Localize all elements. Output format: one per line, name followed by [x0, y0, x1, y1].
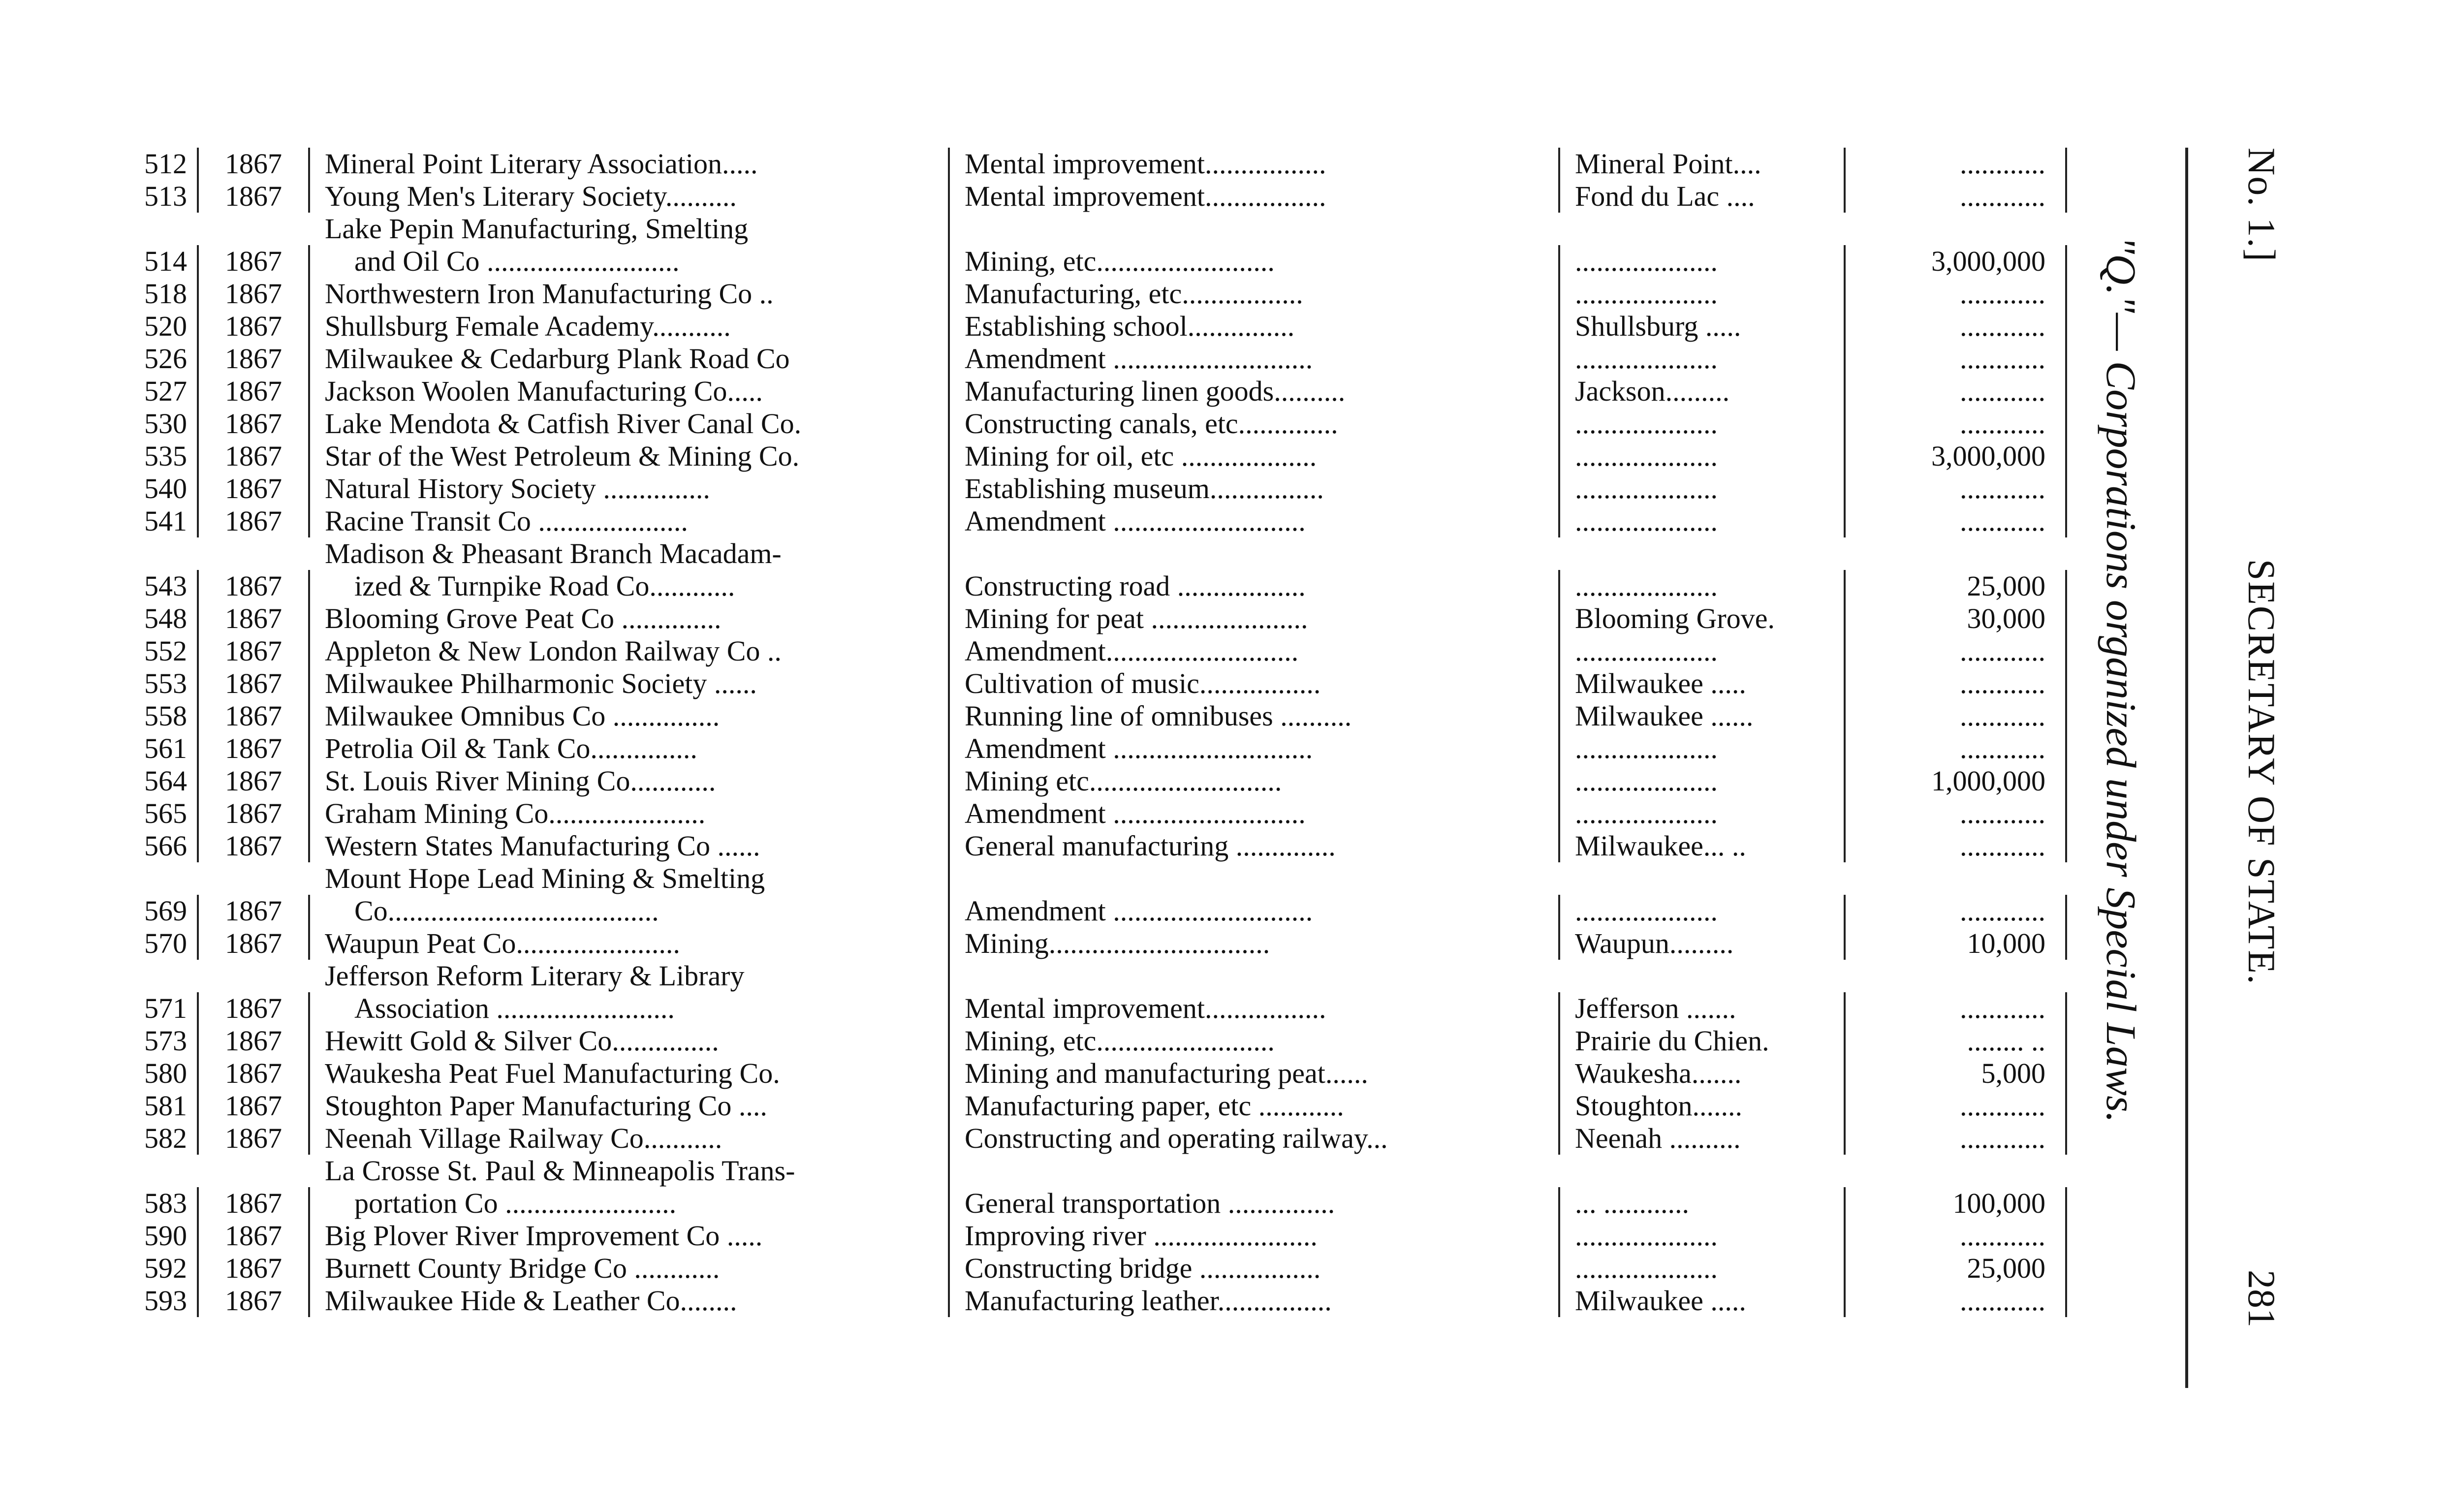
corporation-name: Star of the West Petroleum & Mining Co. — [310, 440, 950, 472]
corporation-purpose: Running line of omnibuses .......... — [950, 700, 1560, 732]
record-year: 1867 — [197, 1252, 310, 1285]
record-number: 590 — [144, 1220, 187, 1252]
corporation-location: .................... — [1560, 570, 1846, 602]
record-number: 514 — [144, 245, 187, 277]
corporation-name-line2: portation Co ........................ — [354, 1187, 677, 1219]
record-number: 581 — [144, 1090, 187, 1122]
record-number: 561 — [144, 732, 187, 764]
corporation-location: Milwaukee... .. — [1560, 830, 1846, 862]
table-row — [123, 1122, 2092, 1155]
page-number: 281 — [2240, 1270, 2283, 1327]
corporation-location: .................... — [1560, 472, 1846, 505]
corporation-name: Lake Mendota & Catfish River Canal Co. — [310, 408, 950, 440]
running-head — [2239, 148, 2284, 985]
running-head-title: SECRETARY OF STATE. — [2240, 559, 2283, 985]
corporation-purpose: Establishing museum................ — [950, 472, 1560, 505]
record-number: 566 — [144, 830, 187, 862]
record-number: 552 — [144, 635, 187, 667]
table-row — [123, 635, 2092, 667]
corporation-name-line2: Co...................................... — [354, 895, 659, 927]
corporation-location: Stoughton....... — [1560, 1090, 1846, 1122]
corporation-location: Waupun......... — [1560, 927, 1846, 960]
record-year: 1867 — [197, 245, 310, 278]
record-number: 553 — [144, 667, 187, 699]
corporation-name: Hewitt Gold & Silver Co............... — [310, 1025, 950, 1057]
corporation-capital: 5,000 — [1846, 1057, 2067, 1090]
table-row — [123, 408, 2092, 440]
table-row — [123, 700, 2092, 732]
corporation-purpose: Mining for oil, etc ................... — [950, 440, 1560, 472]
corporation-capital: 1,000,000 — [1846, 765, 2067, 797]
corporation-name: Waukesha Peat Fuel Manufacturing Co. — [310, 1057, 950, 1090]
table-row — [123, 213, 2092, 278]
corporation-capital: ............ — [1846, 732, 2067, 765]
corporation-purpose: General manufacturing .............. — [950, 830, 1560, 862]
corporation-location: .................... — [1560, 895, 1846, 927]
corporation-capital: ............ — [1846, 1122, 2067, 1155]
corporation-purpose: Mining and manufacturing peat...... — [950, 1057, 1560, 1090]
corporation-location: Shullsburg ..... — [1560, 310, 1846, 343]
record-year: 1867 — [197, 570, 310, 602]
corporation-purpose: Amendment ............................ — [950, 732, 1560, 765]
corporation-name: Racine Transit Co ..................... — [310, 505, 950, 537]
corporation-name: Milwaukee Omnibus Co ............... — [310, 700, 950, 732]
corporation-purpose: Amendment ........................... — [950, 505, 1560, 537]
table-row — [123, 1057, 2092, 1090]
record-number: 569 — [144, 895, 187, 927]
corporation-capital: ........ .. — [1846, 1025, 2067, 1057]
corporation-capital: 3,000,000 — [1846, 440, 2067, 472]
corporation-name-line2: ized & Turnpike Road Co............ — [354, 570, 735, 602]
record-number: 565 — [144, 797, 187, 829]
corporation-purpose: Manufacturing leather................ — [950, 1285, 1560, 1317]
record-year: 1867 — [197, 1285, 310, 1317]
corporation-capital: ............ — [1846, 797, 2067, 830]
table-row — [123, 375, 2092, 408]
corporation-name: Neenah Village Railway Co........... — [310, 1122, 950, 1155]
record-year: 1867 — [197, 830, 310, 862]
corporation-location: .................... — [1560, 440, 1846, 472]
corporation-name: Blooming Grove Peat Co .............. — [310, 602, 950, 635]
corporation-capital: ............ — [1846, 180, 2067, 213]
corporation-purpose: Constructing canals, etc.............. — [950, 408, 1560, 440]
record-number: 513 — [144, 180, 187, 212]
table-row — [123, 862, 2092, 927]
corporation-location: Mineral Point.... — [1560, 148, 1846, 180]
corporation-purpose: Establishing school............... — [950, 310, 1560, 343]
corporation-purpose: Mining, etc......................... — [950, 245, 1560, 278]
corporations-table — [123, 148, 2092, 1317]
table-row — [123, 960, 2092, 1025]
corporation-capital: ............ — [1846, 895, 2067, 927]
record-year: 1867 — [197, 1057, 310, 1090]
table-row — [123, 602, 2092, 635]
corporation-purpose: Constructing bridge ................. — [950, 1252, 1560, 1285]
corporation-name: Appleton & New London Railway Co .. — [310, 635, 950, 667]
corporation-capital: 10,000 — [1846, 927, 2067, 960]
corporation-purpose: Amendment........................... — [950, 635, 1560, 667]
corporation-capital: 25,000 — [1846, 570, 2067, 602]
record-year: 1867 — [197, 635, 310, 667]
corporation-location: Jefferson ....... — [1560, 992, 1846, 1025]
corporation-name-line2: and Oil Co ........................... — [354, 245, 680, 277]
corporation-purpose: General transportation ............... — [950, 1187, 1560, 1220]
record-year: 1867 — [197, 602, 310, 635]
table-row — [123, 278, 2092, 310]
corporation-purpose: Mining etc........................... — [950, 765, 1560, 797]
corporation-location: .................... — [1560, 408, 1846, 440]
corporation-purpose: Cultivation of music................. — [950, 667, 1560, 700]
corporation-location: Neenah .......... — [1560, 1122, 1846, 1155]
corporation-name: Burnett County Bridge Co ............ — [310, 1252, 950, 1285]
record-number: 512 — [144, 148, 187, 180]
corporation-name-line2: Association ......................... — [354, 992, 675, 1024]
record-year: 1867 — [197, 310, 310, 343]
corporation-purpose: Mining, etc......................... — [950, 1025, 1560, 1057]
corporation-name — [310, 862, 950, 927]
table-row — [123, 1090, 2092, 1122]
corporation-capital: 3,000,000 — [1846, 245, 2067, 278]
record-year: 1867 — [197, 667, 310, 700]
section-title: "Q."— Corporations organized under Special Laws. — [2098, 236, 2145, 1123]
corporation-name: Big Plover River Improvement Co ..... — [310, 1220, 950, 1252]
table-row — [123, 440, 2092, 472]
table-row — [123, 927, 2092, 960]
record-number: 580 — [144, 1057, 187, 1089]
corporation-location: Prairie du Chien. — [1560, 1025, 1846, 1057]
table-row — [123, 180, 2092, 213]
corporation-capital: ............ — [1846, 148, 2067, 180]
record-year: 1867 — [197, 765, 310, 797]
corporation-name: Milwaukee Philharmonic Society ...... — [310, 667, 950, 700]
table-row — [123, 1025, 2092, 1057]
corporation-location: .................... — [1560, 765, 1846, 797]
record-year: 1867 — [197, 1090, 310, 1122]
record-number: 582 — [144, 1122, 187, 1154]
table-row — [123, 732, 2092, 765]
table-row — [123, 310, 2092, 343]
corporation-purpose: Constructing road .................. — [950, 570, 1560, 602]
corporation-capital: 30,000 — [1846, 602, 2067, 635]
corporation-capital: ............ — [1846, 635, 2067, 667]
corporation-capital: ............ — [1846, 408, 2067, 440]
corporation-purpose: Constructing and operating railway... — [950, 1122, 1560, 1155]
record-number: 548 — [144, 602, 187, 634]
record-year: 1867 — [197, 797, 310, 830]
corporation-name — [310, 1155, 950, 1220]
corporation-name-line1: La Crosse St. Paul & Minneapolis Trans- — [325, 1155, 795, 1187]
corporation-purpose: Amendment ............................ — [950, 895, 1560, 927]
table-row — [123, 667, 2092, 700]
record-year: 1867 — [197, 992, 310, 1025]
corporation-capital: ............ — [1846, 375, 2067, 408]
record-year: 1867 — [197, 278, 310, 310]
corporation-capital: 100,000 — [1846, 1187, 2067, 1220]
record-year: 1867 — [197, 148, 310, 180]
table-row — [123, 472, 2092, 505]
corporation-location: .................... — [1560, 245, 1846, 278]
record-number: 583 — [144, 1187, 187, 1219]
record-year: 1867 — [197, 1187, 310, 1220]
record-number: 526 — [144, 343, 187, 375]
record-year: 1867 — [197, 375, 310, 408]
corporation-capital: ............ — [1846, 830, 2067, 862]
record-year: 1867 — [197, 505, 310, 537]
corporation-name: Shullsburg Female Academy........... — [310, 310, 950, 343]
corporation-purpose: Manufacturing, etc................. — [950, 278, 1560, 310]
corporation-name-line1: Jefferson Reform Literary & Library — [325, 960, 745, 992]
record-year: 1867 — [197, 927, 310, 960]
record-number: 535 — [144, 440, 187, 472]
table-row — [123, 830, 2092, 862]
corporation-name-line1: Lake Pepin Manufacturing, Smelting — [325, 213, 749, 245]
corporation-name — [310, 213, 950, 278]
record-year: 1867 — [197, 408, 310, 440]
table-row — [123, 148, 2092, 180]
corporation-purpose: Amendment ............................ — [950, 343, 1560, 375]
record-year: 1867 — [197, 700, 310, 732]
record-number: 570 — [144, 927, 187, 959]
record-number: 530 — [144, 408, 187, 440]
record-year: 1867 — [197, 1220, 310, 1252]
corporation-capital: 25,000 — [1846, 1252, 2067, 1285]
corporation-location: .................... — [1560, 635, 1846, 667]
corporation-capital: ............ — [1846, 343, 2067, 375]
corporation-name: Milwaukee Hide & Leather Co........ — [310, 1285, 950, 1317]
table-row — [123, 1155, 2092, 1220]
record-year: 1867 — [197, 440, 310, 472]
corporation-name — [310, 537, 950, 602]
table-row — [123, 1285, 2092, 1317]
corporation-name: Northwestern Iron Manufacturing Co .. — [310, 278, 950, 310]
corporation-capital: ............ — [1846, 310, 2067, 343]
record-year: 1867 — [197, 180, 310, 213]
section-divider-rule — [2185, 148, 2188, 1388]
table-row — [123, 505, 2092, 537]
record-number: 518 — [144, 278, 187, 310]
corporation-location: .................... — [1560, 732, 1846, 765]
corporation-capital: ............ — [1846, 1285, 2067, 1317]
record-number: 593 — [144, 1285, 187, 1317]
corporation-location: .................... — [1560, 343, 1846, 375]
record-number: 592 — [144, 1252, 187, 1284]
table-row — [123, 1220, 2092, 1252]
corporation-location: Milwaukee ...... — [1560, 700, 1846, 732]
corporation-name-line1: Mount Hope Lead Mining & Smelting — [325, 862, 765, 894]
corporation-location: .................... — [1560, 1252, 1846, 1285]
corporation-purpose: Improving river ....................... — [950, 1220, 1560, 1252]
corporation-name: Waupun Peat Co....................... — [310, 927, 950, 960]
record-number: 520 — [144, 310, 187, 342]
record-number: 527 — [144, 375, 187, 407]
table-row — [123, 537, 2092, 602]
corporation-purpose: Manufacturing linen goods.......... — [950, 375, 1560, 408]
record-year: 1867 — [197, 1122, 310, 1155]
corporation-name: Milwaukee & Cedarburg Plank Road Co — [310, 343, 950, 375]
corporation-capital: ............ — [1846, 667, 2067, 700]
record-year: 1867 — [197, 1025, 310, 1057]
corporation-name: Stoughton Paper Manufacturing Co .... — [310, 1090, 950, 1122]
corporation-capital: ............ — [1846, 700, 2067, 732]
corporation-location: Milwaukee ..... — [1560, 1285, 1846, 1317]
record-number: 558 — [144, 700, 187, 732]
corporation-name: Western States Manufacturing Co ...... — [310, 830, 950, 862]
corporation-location: .................... — [1560, 797, 1846, 830]
corporation-capital: ............ — [1846, 1220, 2067, 1252]
corporation-capital: ............ — [1846, 505, 2067, 537]
corporation-name: Natural History Society ............... — [310, 472, 950, 505]
corporation-location: ... ............ — [1560, 1187, 1846, 1220]
corporation-name-line1: Madison & Pheasant Branch Macadam- — [325, 537, 782, 569]
corporation-purpose: Manufacturing paper, etc ............ — [950, 1090, 1560, 1122]
corporation-capital: ............ — [1846, 992, 2067, 1025]
corporation-purpose: Amendment ........................... — [950, 797, 1560, 830]
corporation-location: Milwaukee ..... — [1560, 667, 1846, 700]
corporation-location: Jackson......... — [1560, 375, 1846, 408]
table-row — [123, 343, 2092, 375]
record-number: 571 — [144, 992, 187, 1024]
corporation-purpose: Mental improvement................. — [950, 180, 1560, 213]
corporation-location: Blooming Grove. — [1560, 602, 1846, 635]
corporation-name: Young Men's Literary Society.......... — [310, 180, 950, 213]
corporation-location: Fond du Lac .... — [1560, 180, 1846, 213]
corporation-location: .................... — [1560, 1220, 1846, 1252]
record-year: 1867 — [197, 732, 310, 765]
corporation-capital: ............ — [1846, 472, 2067, 505]
corporation-purpose: Mining............................... — [950, 927, 1560, 960]
corporation-capital: ............ — [1846, 278, 2067, 310]
table-row — [123, 1252, 2092, 1285]
corporation-name: Petrolia Oil & Tank Co............... — [310, 732, 950, 765]
record-number: 573 — [144, 1025, 187, 1057]
corporation-capital: ............ — [1846, 1090, 2067, 1122]
corporation-purpose: Mining for peat ...................... — [950, 602, 1560, 635]
corporation-purpose: Mental improvement................. — [950, 148, 1560, 180]
corporation-location: Waukesha....... — [1560, 1057, 1846, 1090]
table-row — [123, 797, 2092, 830]
corporation-name: Jackson Woolen Manufacturing Co..... — [310, 375, 950, 408]
record-year: 1867 — [197, 895, 310, 927]
corporation-name: St. Louis River Mining Co............ — [310, 765, 950, 797]
corporation-name: Mineral Point Literary Association..... — [310, 148, 950, 180]
corporation-location: .................... — [1560, 278, 1846, 310]
record-number: 543 — [144, 570, 187, 602]
corporation-name: Graham Mining Co...................... — [310, 797, 950, 830]
record-year: 1867 — [197, 343, 310, 375]
record-number: 541 — [144, 505, 187, 537]
record-number: 540 — [144, 472, 187, 504]
table-row — [123, 765, 2092, 797]
running-head-left: No. 1.] — [2240, 148, 2283, 262]
record-number: 564 — [144, 765, 187, 797]
corporation-location: .................... — [1560, 505, 1846, 537]
corporation-name — [310, 960, 950, 1025]
corporation-purpose: Mental improvement................. — [950, 992, 1560, 1025]
record-year: 1867 — [197, 472, 310, 505]
